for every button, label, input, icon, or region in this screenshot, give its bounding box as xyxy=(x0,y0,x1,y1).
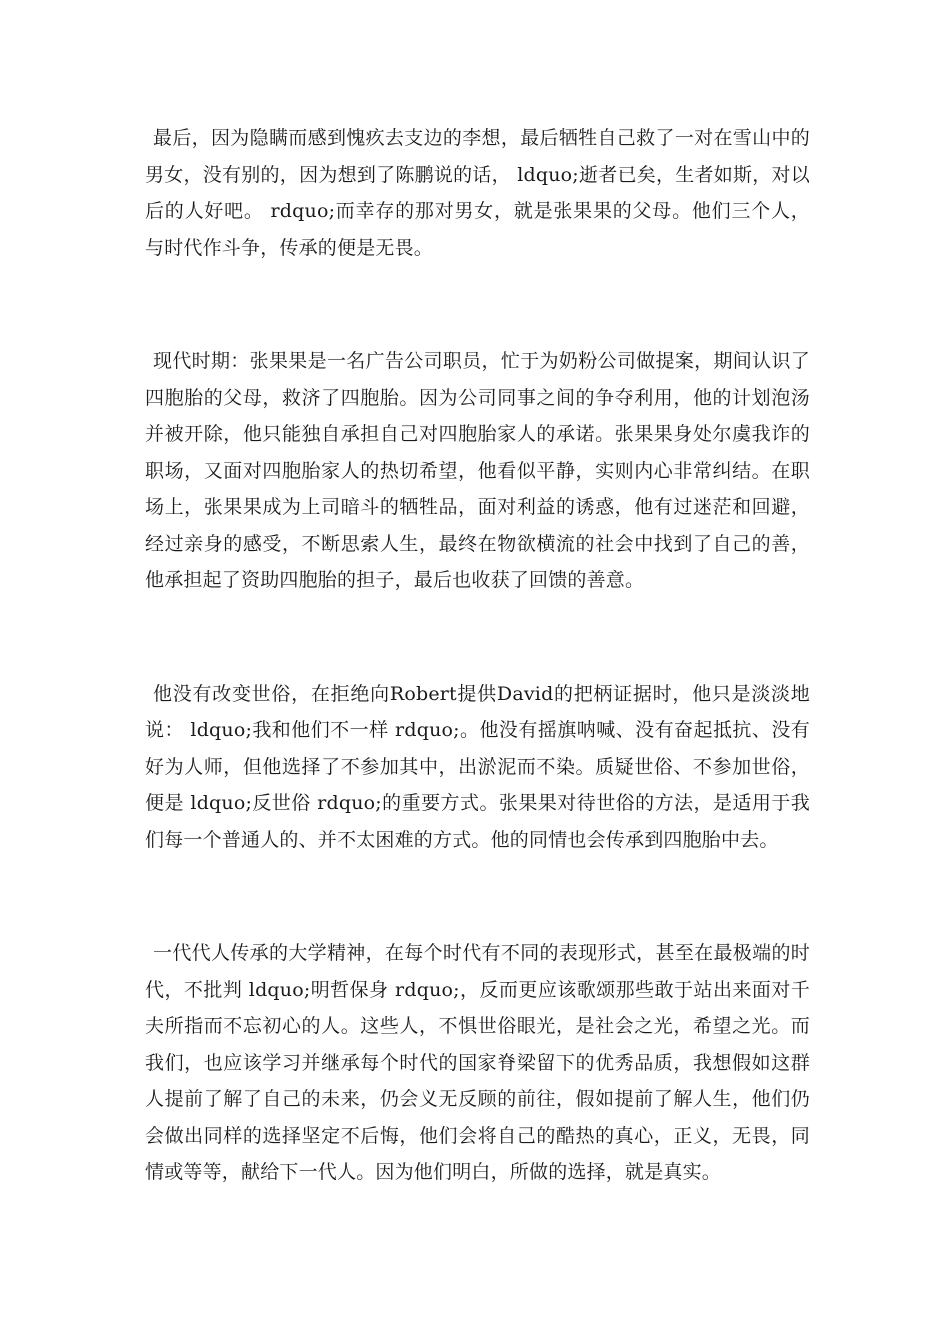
paragraph-1: 最后，因为隐瞒而感到愧疚去支边的李想，最后牺牲自己救了一对在雪山中的男女，没有别的，因为想到了陈鹏说的话， ldquo;逝者已矣，生者如斯，对以后的人好吧。 rdquo;而幸存的那对男女，就是张果果的父母。他们三个人，与时代作斗争，传承的便是无畏。 xyxy=(145,127,810,259)
paragraph-4: 一代代人传承的大学精神，在每个时代有不同的表现形式，甚至在最极端的时代，不批判 ldquo;明哲保身 rdquo;，反而更应该歌颂那些敢于站出来面对千夫所指而不忘初心的人。这些人，不惧世俗眼光，是社会之光，希望之光。而我们，也应该学习并继承每个时代的国家脊梁留下的优秀品质，我想假如这群人提前了解了自己的未来，仍会义无反顾的前往，假如提前了解人生，他们仍会做出同样的选择坚定不后悔，他们会将自己的酷热的真心，正义，无畏，同情或等等，献给下一代人。因为他们明白，所做的选择，就是真实。 xyxy=(145,942,810,1183)
paragraph-2: 现代时期：张果果是一名广告公司职员，忙于为奶粉公司做提案，期间认识了四胞胎的父母，救济了四胞胎。因为公司同事之间的争夺利用，他的计划泡汤并被开除，他只能独自承担自己对四胞胎家人的承诺。张果果身处尔虞我诈的职场，又面对四胞胎家人的热切希望，他看似平静，实则内心非常纠结。在职场上，张果果成为上司暗斗的牺牲品，面对利益的诱惑，他有过迷茫和回避，经过亲身的感受，不断思索人生，最终在物欲横流的社会中找到了自己的善，他承担起了资助四胞胎的担子，最后也收获了回馈的善意。 xyxy=(145,350,810,591)
paragraph-3: 他没有改变世俗，在拒绝向Robert提供David的把柄证据时，他只是淡淡地说： ldquo;我和他们不一样 rdquo;。他没有摇旗呐喊、没有奋起抵抗、没有好为人师，但他选择了不参加其中，出淤泥而不染。质疑世俗、不参加世俗，便是 ldquo;反世俗 rdquo;的重要方式。张果果对待世俗的方法，是适用于我们每一个普通人的、并不太困难的方式。他的同情也会传承到四胞胎中去。 xyxy=(145,682,810,851)
document-body xyxy=(145,120,810,1191)
